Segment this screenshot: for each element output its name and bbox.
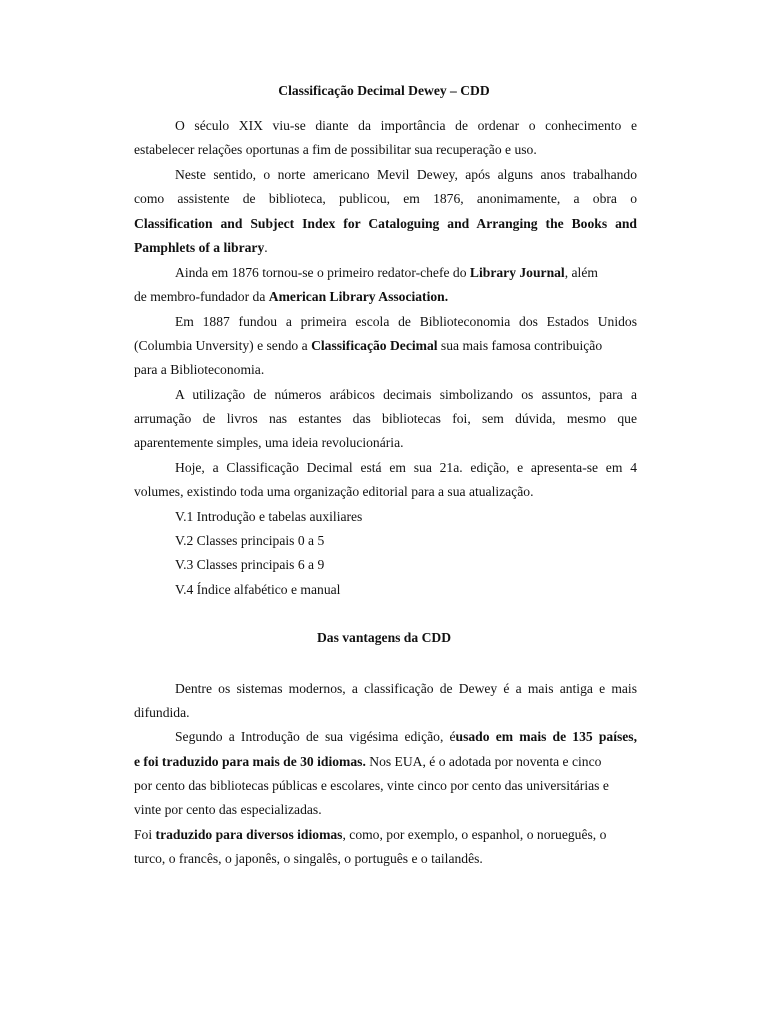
paragraph-line: Hoje, a Classificação Decimal está em sua 21a. edição, e apresenta-se em 4: [175, 460, 637, 475]
paragraph-line: vinte por cento das especializadas.: [134, 802, 322, 817]
text-fragment: (Columbia Unversity) e sendo a: [134, 338, 312, 353]
paragraph-line: [134, 826, 637, 844]
text-fragment: , como, por exemplo, o espanhol, o norueguês, o: [342, 827, 607, 842]
paragraph-line: [134, 753, 637, 771]
text-fragment: Foi: [134, 827, 156, 842]
usage-highlight: usado em mais de 135 países,: [455, 729, 637, 744]
text-fragment: Nos EUA, é o adotada por noventa e cinco: [365, 754, 602, 769]
paragraph-line: [134, 288, 637, 306]
paragraph-line: estabelecer relações oportunas a fim de possibilitar sua recuperação e uso.: [134, 142, 537, 157]
paragraph-line: por cento das bibliotecas públicas e escolares, vinte cinco por cento das universitárias e: [134, 778, 609, 793]
association-name: American Library Association.: [268, 289, 449, 304]
languages-highlight: traduzido para diversos idiomas: [155, 827, 343, 842]
text-fragment: .: [264, 240, 268, 255]
paragraph-line: difundida.: [134, 705, 190, 720]
paragraph-line: [175, 264, 637, 282]
paragraph-line: [134, 337, 637, 355]
text-fragment: Segundo a Introdução de sua vigésima edição, é: [175, 729, 456, 744]
paragraph-line: Dentre os sistemas modernos, a classificação de Dewey é a mais antiga e mais: [175, 681, 637, 696]
paragraph-line: volumes, existindo toda uma organização editorial para a sua atualização.: [134, 484, 534, 499]
journal-name: Library Journal: [469, 265, 565, 280]
paragraph-line: como assistente de biblioteca, publicou, em 1876, anonimamente, a obra o: [134, 191, 637, 206]
paragraph-line: para a Biblioteconomia.: [134, 362, 265, 377]
book-title-line: Classification and Subject Index for Cataloguing and Arranging the Books and: [134, 216, 637, 231]
volume-item: V.3 Classes principais 6 a 9: [175, 557, 325, 572]
paragraph-line: Em 1887 fundou a primeira escola de Biblioteconomia dos Estados Unidos: [175, 314, 637, 329]
section-heading: Das vantagens da CDD: [316, 630, 452, 645]
document-title: Classificação Decimal Dewey – CDD: [278, 83, 490, 98]
volume-item: V.2 Classes principais 0 a 5: [175, 533, 325, 548]
volume-item: V.1 Introdução e tabelas auxiliares: [175, 509, 363, 524]
paragraph-line: Neste sentido, o norte americano Mevil Dewey, após alguns anos trabalhando: [175, 167, 637, 182]
text-fragment: sua mais famosa contribuição: [437, 338, 603, 353]
text-fragment: Ainda em 1876 tornou-se o primeiro redator-chefe do: [175, 265, 470, 280]
text-fragment: , além: [564, 265, 598, 280]
paragraph-line: A utilização de números arábicos decimais simbolizando os assuntos, para a: [175, 387, 637, 402]
text-fragment: de membro-fundador da: [134, 289, 269, 304]
paragraph-line: [175, 728, 637, 746]
paragraph-line: [134, 239, 637, 257]
paragraph-line: O século XIX viu-se diante da importância de ordenar o conhecimento e: [175, 118, 637, 133]
translation-highlight: e foi traduzido para mais de 30 idiomas.: [134, 754, 366, 769]
paragraph-line: arrumação de livros nas estantes das bibliotecas foi, sem dúvida, mesmo que: [134, 411, 637, 426]
book-title-end: Pamphlets of a library: [134, 240, 265, 255]
classification-name: Classificação Decimal: [311, 338, 438, 353]
paragraph-line: turco, o francês, o japonês, o singalês, o português e o tailandês.: [134, 851, 483, 866]
paragraph-line: aparentemente simples, uma ideia revolucionária.: [134, 435, 404, 450]
volume-item: V.4 Índice alfabético e manual: [175, 582, 341, 597]
